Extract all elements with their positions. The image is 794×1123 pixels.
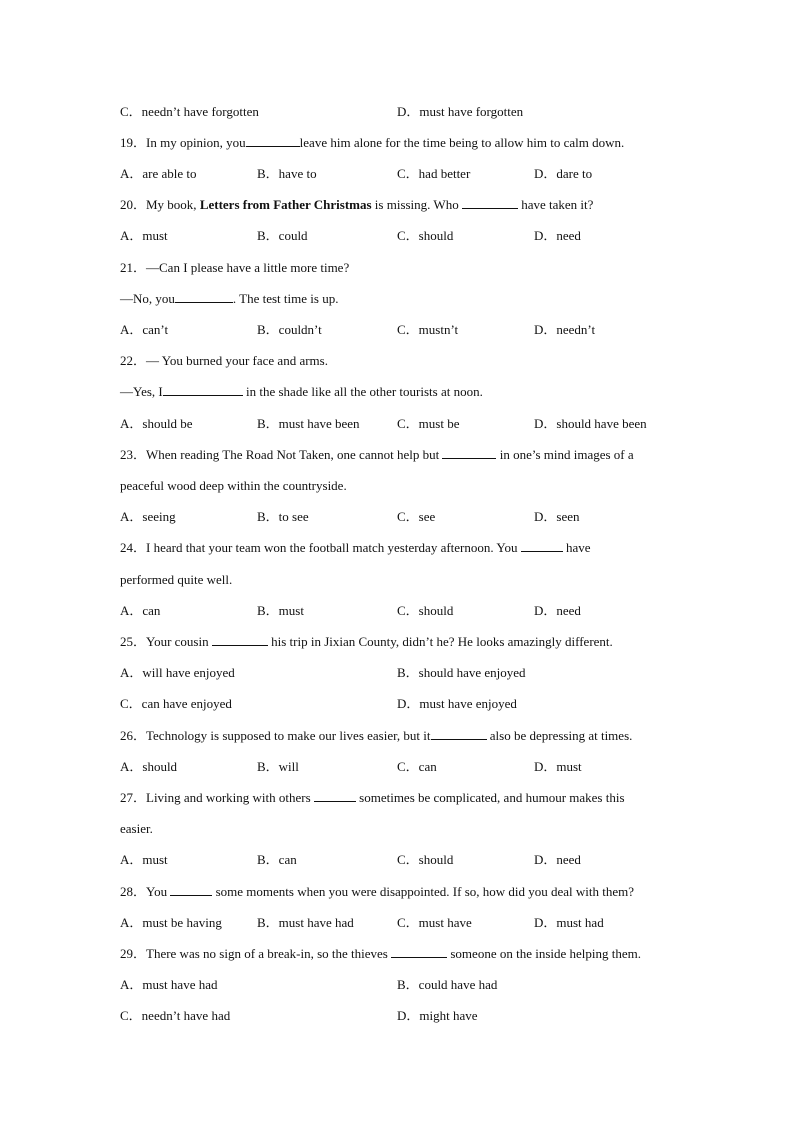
question-text-span: in one’s mind images of a	[496, 447, 634, 462]
question-text-span: have	[562, 540, 591, 555]
answer-option: A．will have enjoyed	[120, 665, 235, 680]
answer-option: D．need	[534, 228, 581, 243]
answer-option: A．must	[120, 228, 168, 243]
question-text-span: 21．—Can I please have a little more time?	[120, 260, 350, 275]
answer-option: B．to see	[257, 509, 309, 524]
question-text	[120, 883, 634, 901]
answer-blank	[462, 196, 518, 209]
answer-option: C．had better	[397, 166, 471, 181]
answer-option: C．must be	[397, 416, 460, 431]
answer-option: A．should	[120, 759, 178, 774]
answer-option: B．should have enjoyed	[397, 665, 526, 680]
question-text	[120, 945, 641, 963]
question-text	[120, 259, 349, 277]
question-text	[120, 727, 632, 745]
question-text	[120, 134, 624, 152]
question-text	[120, 539, 591, 557]
question-text	[120, 571, 232, 589]
answer-option: D．should have been	[534, 416, 647, 431]
question-text-span: have taken it?	[517, 197, 594, 212]
answer-blank	[212, 633, 268, 646]
question-text-span: 29．There was no sign of a break-in, so the thieves	[120, 946, 392, 961]
question-text	[120, 196, 593, 214]
answer-option: C．can	[397, 759, 437, 774]
answer-option: C．mustn’t	[397, 322, 459, 337]
answer-option: D．must have forgotten	[397, 104, 524, 119]
answer-blank	[442, 446, 496, 459]
question-text-span: 19．In my opinion, you	[120, 135, 246, 150]
answer-option: D．must	[534, 759, 582, 774]
answer-option: D．need	[534, 603, 581, 618]
answer-option: C．should	[397, 228, 454, 243]
answer-option: B．could	[257, 228, 308, 243]
question-text-span: also be depressing at times.	[486, 728, 633, 743]
answer-option: A．are able to	[120, 166, 197, 181]
answer-blank	[163, 383, 243, 396]
question-text	[120, 290, 338, 308]
question-text	[120, 820, 153, 838]
answer-option: A．seeing	[120, 509, 176, 524]
answer-option: D．need	[534, 852, 581, 867]
question-text-span: performed quite well.	[120, 572, 233, 587]
question-text	[120, 633, 613, 651]
answer-option: A．can	[120, 603, 161, 618]
answer-option: D．must had	[534, 915, 604, 930]
answer-option: B．will	[257, 759, 299, 774]
answer-option: D．must have enjoyed	[397, 696, 517, 711]
answer-option: D．dare to	[534, 166, 593, 181]
question-text-span: 28．You	[120, 884, 171, 899]
answer-option: A．should be	[120, 416, 193, 431]
question-text-span: some moments when you were disappointed. If so, how did you deal with them?	[212, 884, 635, 899]
answer-blank	[391, 945, 447, 958]
question-text-span: 24．I heard that your team won the football match yesterday afternoon. You	[120, 540, 521, 555]
answer-option: B．can	[257, 852, 297, 867]
answer-option: B．must have had	[257, 915, 354, 930]
question-text-span: easier.	[120, 821, 153, 836]
answer-option: A．can’t	[120, 322, 169, 337]
answer-blank	[170, 883, 212, 896]
answer-blank	[246, 134, 300, 147]
question-text	[120, 477, 347, 495]
answer-option: A．must	[120, 852, 168, 867]
book-title: Letters from Father Christmas	[199, 197, 372, 212]
question-text-span: sometimes be complicated, and humour makes this	[355, 790, 625, 805]
question-text-span: 27．Living and working with others	[120, 790, 314, 805]
question-text-span: is missing. Who	[371, 197, 462, 212]
question-text-span: peaceful wood deep within the countryside.	[120, 478, 347, 493]
answer-option: C．needn’t have had	[120, 1008, 231, 1023]
question-text-span: —No, you	[120, 291, 175, 306]
answer-option: D．seen	[534, 509, 580, 524]
answer-option: C．see	[397, 509, 436, 524]
question-text-span: in the shade like all the other tourists at noon.	[242, 384, 483, 399]
answer-option: D．needn’t	[534, 322, 596, 337]
question-text-span: 26．Technology is supposed to make our lives easier, but it	[120, 728, 431, 743]
answer-blank	[314, 789, 356, 802]
answer-option: C．should	[397, 852, 454, 867]
question-text-span: . The test time is up.	[232, 291, 339, 306]
answer-option: B．must have been	[257, 416, 360, 431]
question-text-span: his trip in Jixian County, didn’t he? He looks amazingly different.	[267, 634, 613, 649]
answer-option: C．needn’t have forgotten	[120, 104, 259, 119]
answer-option: C．must have	[397, 915, 472, 930]
question-text	[120, 383, 483, 401]
answer-option: D．might have	[397, 1008, 478, 1023]
question-text-span: 20．My book,	[120, 197, 200, 212]
answer-option: B．couldn’t	[257, 322, 322, 337]
answer-option: B．could have had	[397, 977, 498, 992]
question-text-span: someone on the inside helping them.	[447, 946, 642, 961]
answer-option: A．must be having	[120, 915, 222, 930]
answer-option: B．must	[257, 603, 304, 618]
question-text-span: 25．Your cousin	[120, 634, 212, 649]
question-text	[120, 789, 625, 807]
answer-blank	[431, 727, 487, 740]
question-text-span: 23．When reading The Road Not Taken, one cannot help but	[120, 447, 443, 462]
answer-option: B．have to	[257, 166, 317, 181]
answer-option: A．must have had	[120, 977, 218, 992]
question-text-span: 22．— You burned your face and arms.	[120, 353, 328, 368]
question-text-span: —Yes, I	[120, 384, 163, 399]
answer-option: C．should	[397, 603, 454, 618]
answer-blank	[521, 539, 563, 552]
question-text	[120, 446, 634, 464]
question-text-span: leave him alone for the time being to allow him to calm down.	[299, 135, 625, 150]
answer-blank	[175, 290, 233, 303]
answer-option: C．can have enjoyed	[120, 696, 232, 711]
question-text	[120, 352, 328, 370]
